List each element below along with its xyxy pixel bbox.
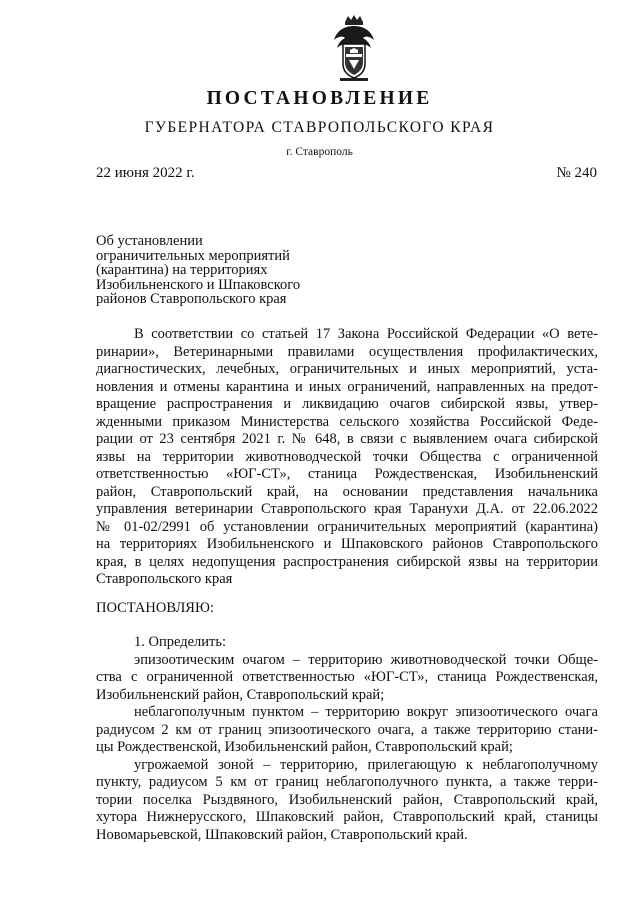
resolution-line: неблагополучным пунктом – территорию вокруг эпизоотического очага — [134, 704, 598, 720]
coat-of-arms-emblem — [331, 14, 377, 84]
heading-line: районов Ставропольского края — [96, 291, 287, 307]
preamble-line: края, в целях недопущения распространения сибирской язвы на территории — [96, 553, 598, 570]
resolution-line: Новомарьевской, Шпаковский район, Ставропольский край. — [96, 826, 468, 843]
preamble-line: район, Ставропольский край, на основании представления начальника — [96, 483, 598, 500]
document-number: № 240 — [556, 165, 597, 181]
preamble-line: язвы на территории животноводческой точки Общества с ограниченной — [96, 448, 598, 465]
preamble-paragraph — [96, 326, 598, 589]
resolution-item — [96, 634, 598, 652]
document-city: г. Ставрополь — [286, 146, 353, 158]
preamble-line: ответственностью «ЮГ-СТ», станица Рождественская, Изобильненский — [96, 466, 598, 482]
preamble-line: жденными приказом Министерства сельского хозяйства Российской Феде- — [96, 413, 598, 430]
preamble-line: рации от 23 сентября 2021 г. № 648, в связи с выявлением очага сибирской — [96, 431, 598, 447]
resolution-line: тории поселка Рыздвяного, Изобильненский район, Ставропольский край, — [96, 791, 598, 808]
preamble-line: В соответствии со статьей 17 Закона Российской Федерации «О вете- — [134, 326, 598, 342]
resolution-line: эпизоотическим очагом – территорию животноводческой точки Обще- — [134, 651, 598, 668]
heading-line: Изобильненского и Шпаковского — [96, 276, 301, 293]
preamble-line: ринарии», Ветеринарными правилами осуществления профилактических, — [96, 343, 598, 360]
resolution-line: цы Рождественской, Изобильненский район, Ставропольский край; — [96, 739, 513, 755]
resolution-item — [96, 757, 598, 845]
resolution-item — [96, 704, 598, 757]
preamble-line: вращение распространения и ликвидацию очагов сибирской язвы, утвер- — [96, 396, 598, 412]
document-date: 22 июня 2022 г. — [96, 165, 195, 181]
document-subtitle: ГУБЕРНАТОРА СТАВРОПОЛЬСКОГО КРАЯ — [144, 119, 495, 136]
heading-line: (карантина) на территориях — [96, 262, 268, 278]
resolution-line: хутора Нижнерусского, Шпаковский район, Ставропольский край, станицы — [96, 809, 598, 825]
resolution-line: 1. Определить: — [134, 634, 227, 650]
resolution-item — [96, 652, 598, 705]
preamble-line: на территориях Изобильненского и Шпаковского районов Ставропольского — [96, 536, 598, 552]
preamble-line: новления и отмены карантина и иных ограничений, направленных на предот- — [96, 378, 598, 395]
preamble-line: № 01-02/2991 об установлении ограничительных мероприятий (карантина) — [96, 518, 598, 535]
resolution-line: Изобильненский район, Ставропольский край; — [96, 686, 385, 703]
resolve-heading: ПОСТАНОВЛЯЮ: — [96, 600, 214, 616]
document-heading — [96, 234, 416, 307]
resolution-sections — [96, 634, 598, 844]
resolution-line: ства с ограниченной ответственностью «ЮГ-СТ», станица Рождественская, — [96, 669, 598, 685]
resolution-line: угрожаемой зоной – территорию, прилегающую к неблагополучному — [134, 756, 598, 773]
heading-line: ограничительных мероприятий — [96, 247, 290, 264]
resolution-line: пункту, радиусом 5 км от границ неблагополучного пункта, а также терри- — [96, 774, 598, 790]
preamble-line: управления ветеринарии Ставропольского края Таранухи Д.А. от 22.06.2022 — [96, 501, 598, 517]
heading-line: Об установлении — [96, 233, 203, 249]
preamble-line: Ставропольского края — [96, 571, 233, 587]
document-title: ПОСТАНОВЛЕНИЕ — [206, 88, 433, 109]
resolution-line: радиусом 2 км от границ эпизоотического очага, а также территорию стани- — [96, 721, 598, 738]
preamble-line: диагностических, лечебных, ограничительных и иных мероприятий, уста- — [96, 361, 598, 377]
